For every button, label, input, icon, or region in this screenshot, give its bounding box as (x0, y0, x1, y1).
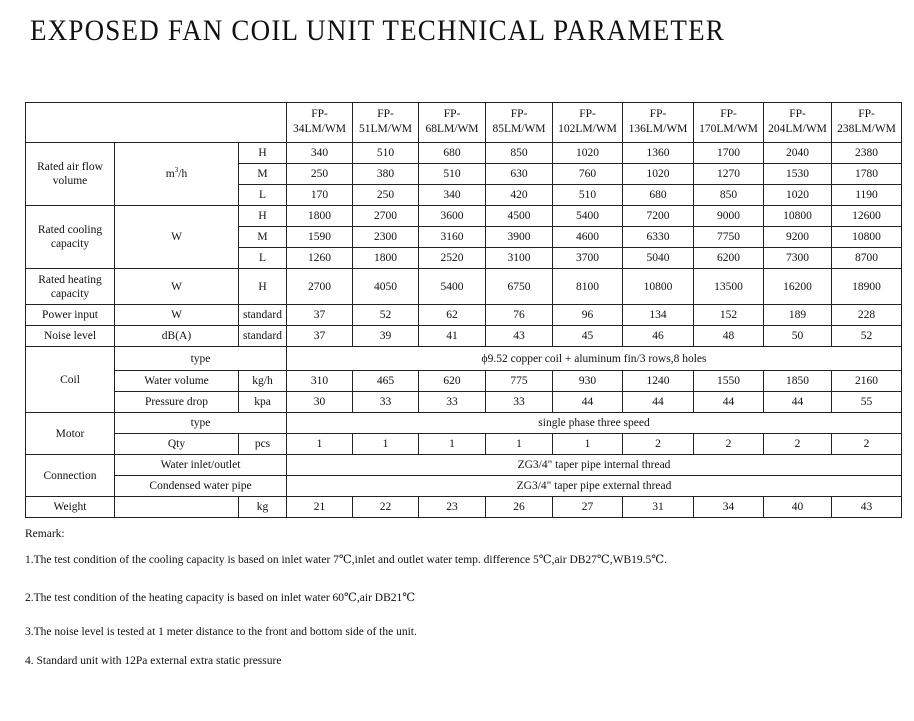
value-cell: 12600 (832, 206, 902, 227)
value-cell: 1 (419, 434, 486, 455)
value-cell: 1 (486, 434, 553, 455)
value-cell: 5040 (623, 248, 694, 269)
value-cell: 680 (419, 143, 486, 164)
unit-text: /h (178, 168, 188, 180)
value-cell: 2300 (353, 227, 419, 248)
coil-type-value-cell: ϕ9.52 copper coil + aluminum fin/3 rows,8 holes (287, 347, 902, 371)
value-cell: 45 (553, 326, 623, 347)
value-cell: 6200 (694, 248, 764, 269)
value-cell: 16200 (764, 269, 832, 305)
table-row (26, 371, 902, 392)
row-label-line: Rated cooling (37, 224, 103, 236)
power-label-cell: Power input (26, 305, 115, 326)
table-row (26, 206, 902, 227)
value-cell: 33 (419, 392, 486, 413)
value-cell: 134 (623, 305, 694, 326)
model-header-cell (694, 103, 764, 143)
value-cell: 3700 (553, 248, 623, 269)
row-label-line: 136LM/WM (628, 123, 688, 135)
value-cell: 680 (623, 185, 694, 206)
row-label-line: FP- (579, 108, 596, 120)
speed-mode-cell: M (239, 227, 287, 248)
value-cell: 3160 (419, 227, 486, 248)
model-header-cell (486, 103, 553, 143)
value-cell: 930 (553, 371, 623, 392)
value-cell: 3100 (486, 248, 553, 269)
weight-unit-cell: kg (239, 497, 287, 518)
row-label-line: capacity (50, 287, 90, 300)
weight-label-cell: Weight (26, 497, 115, 518)
value-cell: 630 (486, 164, 553, 185)
row-label-line: volume (52, 175, 88, 187)
row-label-line: capacity (50, 238, 90, 250)
condensed-pipe-label-cell: Condensed water pipe (115, 476, 287, 497)
value-cell: 43 (486, 326, 553, 347)
value-cell: 37 (287, 326, 353, 347)
value-cell: 2380 (832, 143, 902, 164)
value-cell: 6750 (486, 269, 553, 305)
value-cell: 510 (353, 143, 419, 164)
water-inlet-label-cell: Water inlet/outlet (115, 455, 287, 476)
condensed-pipe-value-cell: ZG3/4" taper pipe external thread (287, 476, 902, 497)
value-cell: 620 (419, 371, 486, 392)
value-cell: 1 (287, 434, 353, 455)
value-cell: 760 (553, 164, 623, 185)
speed-mode-cell: M (239, 164, 287, 185)
condition-cell: standard (239, 305, 287, 326)
row-label-line: 68LM/WM (425, 123, 479, 135)
value-cell: 76 (486, 305, 553, 326)
water-inlet-value-cell: ZG3/4" taper pipe internal thread (287, 455, 902, 476)
value-cell: 6330 (623, 227, 694, 248)
value-cell: 39 (353, 326, 419, 347)
value-cell: 2700 (287, 269, 353, 305)
qty-label-cell: Qty (115, 434, 239, 455)
header-blank-cell (26, 103, 287, 143)
value-cell: 850 (694, 185, 764, 206)
speed-mode-cell: H (239, 269, 287, 305)
value-cell: 44 (553, 392, 623, 413)
value-cell: 2 (623, 434, 694, 455)
value-cell: 3600 (419, 206, 486, 227)
value-cell: 7300 (764, 248, 832, 269)
row-label-line: FP- (858, 108, 875, 120)
noise-unit-cell: dB(A) (115, 326, 239, 347)
page-title: EXPOSED FAN COIL UNIT TECHNICAL PARAMETER (30, 14, 725, 47)
value-cell: 1190 (832, 185, 902, 206)
value-cell: 48 (694, 326, 764, 347)
coil-type-label-cell: type (115, 347, 287, 371)
value-cell: 34 (694, 497, 764, 518)
value-cell: 50 (764, 326, 832, 347)
row-label-line: FP- (377, 108, 394, 120)
table-row (26, 305, 902, 326)
value-cell: 40 (764, 497, 832, 518)
table-row (26, 497, 902, 518)
value-cell: 1 (353, 434, 419, 455)
row-label-line: FP- (510, 108, 528, 120)
model-header-cell (353, 103, 419, 143)
value-cell: 1700 (694, 143, 764, 164)
unit-superscript: 3 (174, 166, 179, 175)
value-cell: 2 (694, 434, 764, 455)
unit-text: m (165, 168, 175, 180)
value-cell: 1800 (353, 248, 419, 269)
value-cell: 1020 (623, 164, 694, 185)
remark-item: 2.The test condition of the heating capacity is based on inlet water 60℃,air DB21℃ (25, 592, 416, 604)
table-row (26, 347, 902, 371)
value-cell: 1550 (694, 371, 764, 392)
value-cell: 10800 (623, 269, 694, 305)
value-cell: 1530 (764, 164, 832, 185)
value-cell: 250 (287, 164, 353, 185)
remark-item: 3.The noise level is tested at 1 meter distance to the front and bottom side of the unit. (25, 626, 417, 638)
cooling-unit-cell: W (115, 206, 239, 269)
value-cell: 310 (287, 371, 353, 392)
table-row (26, 326, 902, 347)
row-label-line: 238LM/WM (837, 123, 896, 135)
airflow-unit-cell (115, 143, 239, 206)
value-cell: 33 (486, 392, 553, 413)
power-unit-cell: W (115, 305, 239, 326)
value-cell: 1020 (764, 185, 832, 206)
value-cell: 1590 (287, 227, 353, 248)
table-row (26, 434, 902, 455)
weight-blank-cell (115, 497, 239, 518)
value-cell: 43 (832, 497, 902, 518)
value-cell: 420 (486, 185, 553, 206)
value-cell: 31 (623, 497, 694, 518)
value-cell: 27 (553, 497, 623, 518)
value-cell: 7750 (694, 227, 764, 248)
value-cell: 13500 (694, 269, 764, 305)
value-cell: 10800 (832, 227, 902, 248)
value-cell: 850 (486, 143, 553, 164)
value-cell: 5400 (419, 269, 486, 305)
value-cell: 9200 (764, 227, 832, 248)
value-cell: 2 (764, 434, 832, 455)
heating-label-cell (26, 269, 115, 305)
value-cell: 2 (832, 434, 902, 455)
value-cell: 152 (694, 305, 764, 326)
value-cell: 5400 (553, 206, 623, 227)
value-cell: 228 (832, 305, 902, 326)
row-label-line: FP- (789, 108, 806, 120)
value-cell: 8700 (832, 248, 902, 269)
value-cell: 44 (623, 392, 694, 413)
value-cell: 46 (623, 326, 694, 347)
water-volume-label-cell: Water volume (115, 371, 239, 392)
pressure-drop-label-cell: Pressure drop (115, 392, 239, 413)
model-header-cell (287, 103, 353, 143)
coil-label-cell: Coil (26, 347, 115, 413)
row-label-line: 102LM/WM (558, 123, 617, 135)
value-cell: 9000 (694, 206, 764, 227)
model-header-cell (419, 103, 486, 143)
row-label-line: FP- (311, 108, 328, 120)
value-cell: 189 (764, 305, 832, 326)
heating-unit-cell: W (115, 269, 239, 305)
value-cell: 44 (764, 392, 832, 413)
value-cell: 1780 (832, 164, 902, 185)
value-cell: 1020 (553, 143, 623, 164)
value-cell: 52 (353, 305, 419, 326)
row-label-line: 51LM/WM (359, 123, 413, 135)
pressure-drop-unit-cell: kpa (239, 392, 287, 413)
table-row (26, 455, 902, 476)
value-cell: 510 (553, 185, 623, 206)
model-header-cell (553, 103, 623, 143)
value-cell: 4050 (353, 269, 419, 305)
value-cell: 340 (287, 143, 353, 164)
row-label-line: FP- (649, 108, 667, 120)
value-cell: 96 (553, 305, 623, 326)
value-cell: 62 (419, 305, 486, 326)
value-cell: 7200 (623, 206, 694, 227)
airflow-label-cell (26, 143, 115, 206)
motor-type-value-cell: single phase three speed (287, 413, 902, 434)
technical-parameter-table (25, 102, 902, 518)
value-cell: 2520 (419, 248, 486, 269)
speed-mode-cell: L (239, 248, 287, 269)
row-label-line: 170LM/WM (699, 123, 758, 135)
value-cell: 1270 (694, 164, 764, 185)
qty-unit-cell: pcs (239, 434, 287, 455)
row-label-line: 85LM/WM (492, 123, 546, 135)
motor-type-label-cell: type (115, 413, 287, 434)
table-row (26, 413, 902, 434)
speed-mode-cell: L (239, 185, 287, 206)
value-cell: 2040 (764, 143, 832, 164)
model-header-cell (623, 103, 694, 143)
value-cell: 3900 (486, 227, 553, 248)
value-cell: 26 (486, 497, 553, 518)
value-cell: 8100 (553, 269, 623, 305)
value-cell: 1360 (623, 143, 694, 164)
value-cell: 340 (419, 185, 486, 206)
table-row (26, 269, 902, 305)
value-cell: 33 (353, 392, 419, 413)
value-cell: 37 (287, 305, 353, 326)
value-cell: 380 (353, 164, 419, 185)
value-cell: 2160 (832, 371, 902, 392)
row-label-line: Rated heating (38, 273, 102, 286)
value-cell: 30 (287, 392, 353, 413)
remark-item: 4. Standard unit with 12Pa external extra static pressure (25, 655, 282, 667)
row-label-line: Rated air flow (37, 161, 103, 173)
value-cell: 2700 (353, 206, 419, 227)
value-cell: 4500 (486, 206, 553, 227)
value-cell: 1850 (764, 371, 832, 392)
remark-item: 1.The test condition of the cooling capacity is based on inlet water 7℃,inlet and outlet water temp. difference 5℃,air DB27℃,WB19.5℃. (25, 554, 668, 566)
value-cell: 10800 (764, 206, 832, 227)
value-cell: 23 (419, 497, 486, 518)
value-cell: 1 (553, 434, 623, 455)
value-cell: 510 (419, 164, 486, 185)
remarks-heading: Remark: (25, 528, 65, 540)
connection-label-cell: Connection (26, 455, 115, 497)
speed-mode-cell: H (239, 206, 287, 227)
value-cell: 1260 (287, 248, 353, 269)
value-cell: 41 (419, 326, 486, 347)
motor-label-cell: Motor (26, 413, 115, 455)
row-label-line: 204LM/WM (768, 123, 827, 135)
value-cell: 18900 (832, 269, 902, 305)
model-header-cell (832, 103, 902, 143)
row-label-line: FP- (720, 108, 737, 120)
value-cell: 465 (353, 371, 419, 392)
value-cell: 170 (287, 185, 353, 206)
value-cell: 55 (832, 392, 902, 413)
cooling-label-cell (26, 206, 115, 269)
table-row (26, 143, 902, 164)
table-row (26, 103, 902, 143)
value-cell: 22 (353, 497, 419, 518)
value-cell: 775 (486, 371, 553, 392)
noise-label-cell: Noise level (26, 326, 115, 347)
row-label-line: 34LM/WM (293, 123, 347, 135)
value-cell: 52 (832, 326, 902, 347)
condition-cell: standard (239, 326, 287, 347)
value-cell: 44 (694, 392, 764, 413)
value-cell: 21 (287, 497, 353, 518)
value-cell: 1240 (623, 371, 694, 392)
table-row (26, 392, 902, 413)
row-label-line: FP- (443, 108, 461, 120)
water-volume-unit-cell: kg/h (239, 371, 287, 392)
model-header-cell (764, 103, 832, 143)
value-cell: 1800 (287, 206, 353, 227)
value-cell: 250 (353, 185, 419, 206)
speed-mode-cell: H (239, 143, 287, 164)
table-row (26, 476, 902, 497)
value-cell: 4600 (553, 227, 623, 248)
